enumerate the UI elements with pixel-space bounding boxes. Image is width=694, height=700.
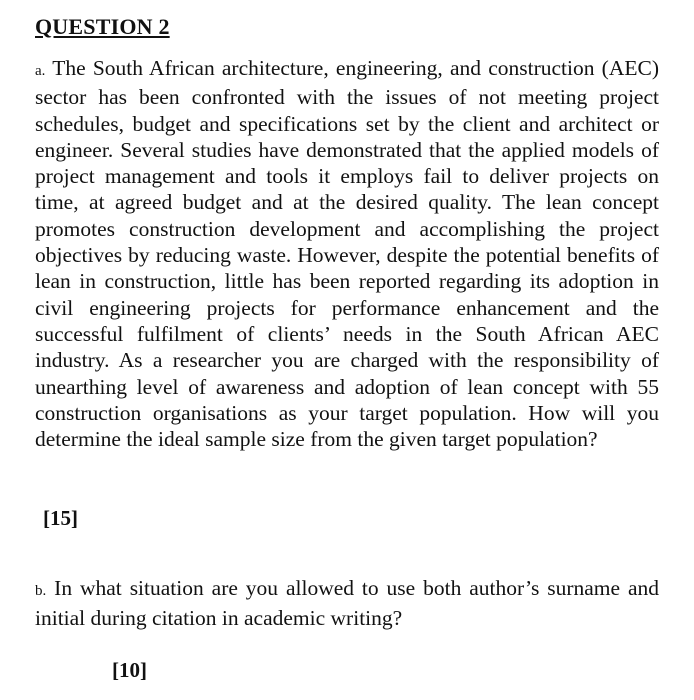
part-b-text: In what situation are you allowed to use both author’s surname and initial during citation in academic writing? bbox=[35, 576, 660, 630]
part-a-label: a. bbox=[35, 63, 46, 79]
question-part-b bbox=[35, 575, 659, 632]
part-b-marks: [10] bbox=[112, 658, 147, 682]
part-b-label: b. bbox=[35, 583, 47, 599]
question-part-a bbox=[35, 55, 659, 452]
part-a-text: The South African architecture, engineering, and construction (AEC) sector has been confronted with the issues of not meeting project schedules, budget and specifications set by the client and architect or engineer. Several studies have demonstrated that the applied models of project management and tools it employs fail to deliver projects on time, at agreed budget and at the desired quality. The lean concept promotes construction development and accomplishing the project objectives by reducing waste. However, despite the potential benefits of lean in construction, little has been reported regarding its adoption in civil engineering projects for performance enhancement and the successful fulfilment of clients’ needs in the South African AEC industry. As a researcher you are charged with the responsibility of unearthing level of awareness and adoption of lean concept with 55 construction organisations as your target population. How will you determine the ideal sample size from the given target population? bbox=[35, 56, 659, 452]
part-a-marks: [15] bbox=[43, 506, 78, 530]
question-title: QUESTION 2 bbox=[35, 14, 170, 39]
